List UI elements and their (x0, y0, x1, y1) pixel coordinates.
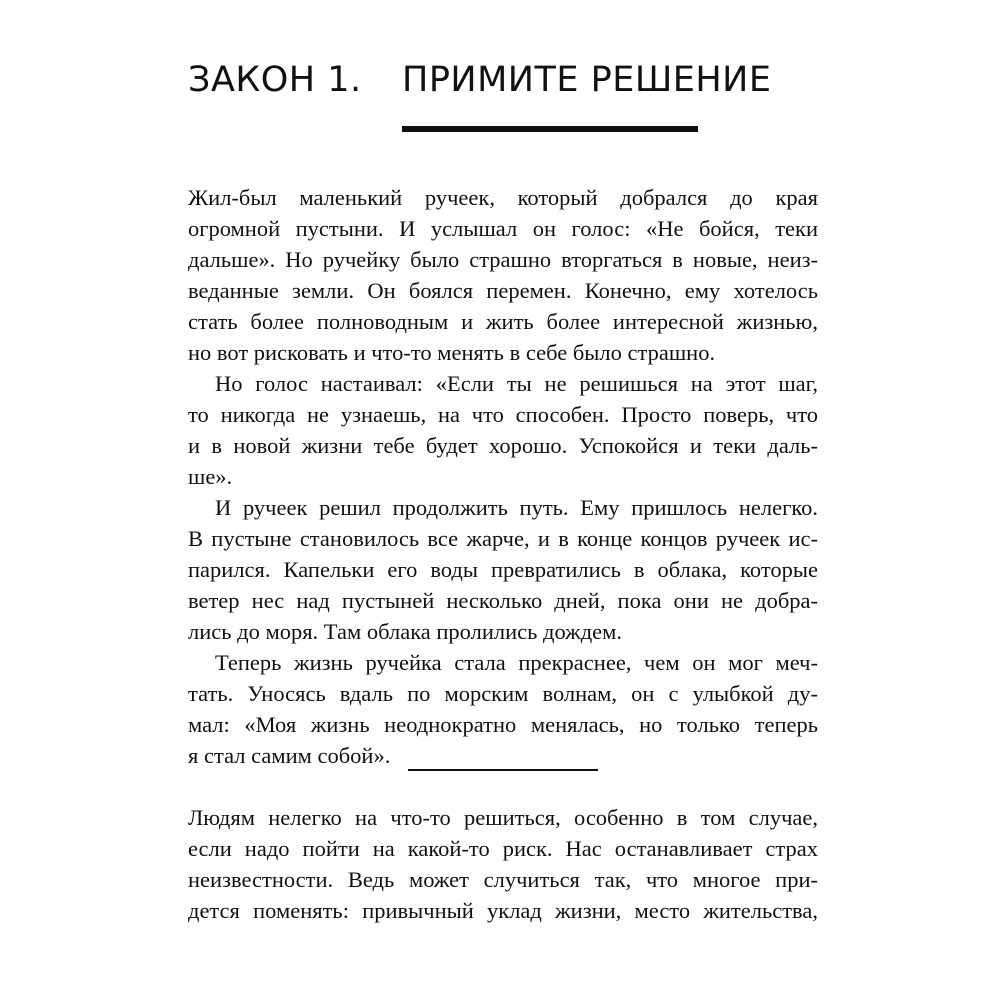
text-line: огромной пустыни. И услышал он голос: «Не бойся, теки (188, 216, 818, 241)
text-line: Жил-был маленький ручеек, который добрался до края (188, 185, 818, 210)
chapter-heading (188, 60, 828, 120)
text-line: И ручеек решил продолжить путь. Ему пришлось нелегко. (215, 495, 818, 520)
text-line: то никогда не узнаешь, на что способен. Просто поверь, что (188, 402, 818, 427)
heading-underline (402, 126, 698, 132)
text-line: стать более полноводным и жить более интересной жизнью, (188, 309, 818, 334)
text-line: тать. Уносясь вдаль по морским волнам, он с улыбкой ду- (188, 681, 818, 706)
chapter-title: ПРИМИТЕ РЕШЕНИЕ (402, 60, 772, 100)
text-line: Но голос настаивал: «Если ты не решишься на этот шаг, (215, 371, 818, 396)
text-line: ше». (188, 464, 233, 489)
text-line: лись до моря. Там облака пролились дождем. (188, 619, 623, 644)
text-line: дальше». Но ручейку было страшно вторгаться в новые, неиз- (188, 247, 818, 272)
text-line: дется поменять: привычный уклад жизни, место жительства, (188, 898, 818, 923)
chapter-number: ЗАКОН 1. (188, 60, 362, 100)
text-line: веданные земли. Он боялся перемен. Конечно, ему хотелось (188, 278, 818, 303)
commentary-text (188, 802, 818, 926)
text-line: если надо пойти на какой-то риск. Нас останавливает страх (188, 836, 818, 861)
text-line: неизвестности. Ведь может случиться так, что многое при- (188, 867, 818, 892)
text-line: мал: «Моя жизнь неоднократно менялась, но только теперь (188, 712, 818, 737)
text-line: Людям нелегко на что-то решиться, особенно в том случае, (188, 805, 818, 830)
parable-text (188, 182, 818, 771)
text-line: парился. Капельки его воды превратились в облака, которые (188, 557, 818, 582)
text-line: Теперь жизнь ручейка стала прекраснее, чем он мог меч- (215, 650, 818, 675)
text-line: но вот рисковать и что-то менять в себе было страшно. (188, 340, 716, 365)
text-line: и в новой жизни тебе будет хорошо. Успокойся и теки даль- (188, 433, 818, 458)
section-divider (408, 769, 598, 771)
text-line: ветер нес над пустыней несколько дней, пока они не добра- (188, 588, 818, 613)
text-line: я стал самим собой». (188, 743, 391, 768)
text-line: В пустыне становилось все жарче, и в конце концов ручеек ис- (188, 526, 818, 551)
